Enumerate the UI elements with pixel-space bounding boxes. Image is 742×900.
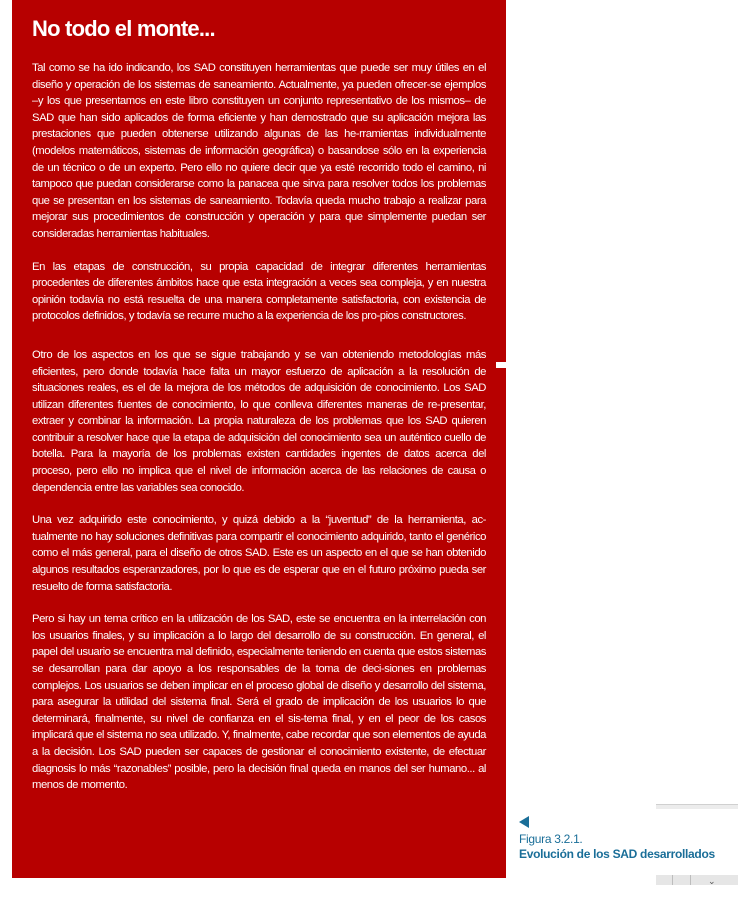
figure-edge-top [656,804,738,809]
panel-title: No todo el monte... [32,16,215,41]
chevron-down-icon: ⌄ [708,876,716,886]
figure-edge-bottom [656,875,738,885]
panel-divider [496,362,506,368]
divider-tick [690,875,691,885]
figure-label: Figura 3.2.1. [519,832,583,846]
panel-paragraph-2: En las etapas de construcción, su propia capacidad de integrar diferentes herramientas procedentes de diferentes ámbitos hace que esta integración a veces sea compleja, y en nuestra opinión todavía no está resuelta de una manera completamente satisfactoria, con existencia de protocolos definidos, y todavía se recurre mucho a la experiencia de los pro-pios constructores. [32,260,486,323]
figure-caption [519,816,739,862]
sidebar-panel [12,0,506,878]
divider-tick [672,875,673,885]
figure-title: Evolución de los SAD desarrollados [519,847,715,861]
panel-paragraph-5: Pero si hay un tema crítico en la utilización de los SAD, este se encuentra en la interrelación con los usuarios finales, y su implicación a lo largo del desarrollo de su construcción. En general, el papel del usuario se encuentra mal definido, especialmente teniendo en cuenta que estos sistemas se desarrollan para dar apoyo a los responsables de la toma de deci-siones en problemas complejos. Los usuarios se deben implicar en el proceso global de diseño y desarrollo del sistema, para asegurar la utilidad del sistema final. Será el grado de implicación de los usuarios lo que determinará, finalmente, su nivel de confianza en el sis-tema final, y en el peor de los casos implicará que el sistema no sea utilizado. Y, finalmente, cabe recordar que son elementos de ayuda a la decisión. Los SAD pueden ser capaces de gestionar el conocimiento existente, de efectuar diagnosis lo más “razonables” posible, pero la decisión final queda en manos del ser humano... al menos de momento. [32,613,486,792]
triangle-left-icon [519,816,529,828]
panel-paragraph-1: Tal como se ha ido indicando, los SAD constituyen herramientas que puede ser muy útiles en el diseño y operación de los sistemas de saneamiento. Actualmente, ya pueden ofrecer-se ejemplos –y los que presentamos en este libro constituyen un conjunto representativo de los mismos– de SAD que han sido aplicados de forma eficiente y han demostrado que su aplicación mejora las prestaciones que pueden obtenerse utilizando algunas de las he-rramientas individualmente (modelos matemáticos, sistemas de información geográfica) o basandose sólo en la experiencia de un técnico o de un experto. Pero ello no quiere decir que ya esté recorrido todo el camino, ni tampoco que puedan considerarse como la panacea que sirva para resolver todos los problemas que se presentan en los sistemas de saneamiento. Todavía queda mucho trabajo a realizar para mejorar sus procedimientos de construcción y operación y para que simplemente puedan ser consideradas herramientas habituales. [32,62,486,240]
panel-paragraph-4: Una vez adquirido este conocimiento, y quizá debido a la “juventud” de la herramienta, ac-tualmente no hay soluciones definitivas para compartir el conocimiento adquirido, tanto el genérico como el más general, para el diseño de otros SAD. Este es un aspecto en el que se han obtenido algunos resultados esperanzadores, por lo que es de esperar que en el futuro próximo pueda ser resuelto de forma satisfactoria. [32,514,486,593]
panel-paragraph-3: Otro de los aspectos en los que se sigue trabajando y se van obteniendo metodologías más eficientes, pero donde todavía hace falta un mayor esfuerzo de aplicación a la resolución de situaciones reales, es el de la mejora de los métodos de adquisición de conocimiento. Los SAD utilizan diferentes fuentes de conocimiento, lo que conlleva diferentes maneras de re-presentar, extraer y combinar la información. La propia naturaleza de los problemas que los SAD quieren contribuir a resolver hace que la etapa de adquisición del conocimiento sea un auténtico cuello de botella. Para la mayoría de los problemas existen cantidades ingentes de datos acerca del proceso, pero ello no implica que el nivel de información acerca de las relaciones de causa o dependencia entre las variables sea conocido. [32,348,486,494]
